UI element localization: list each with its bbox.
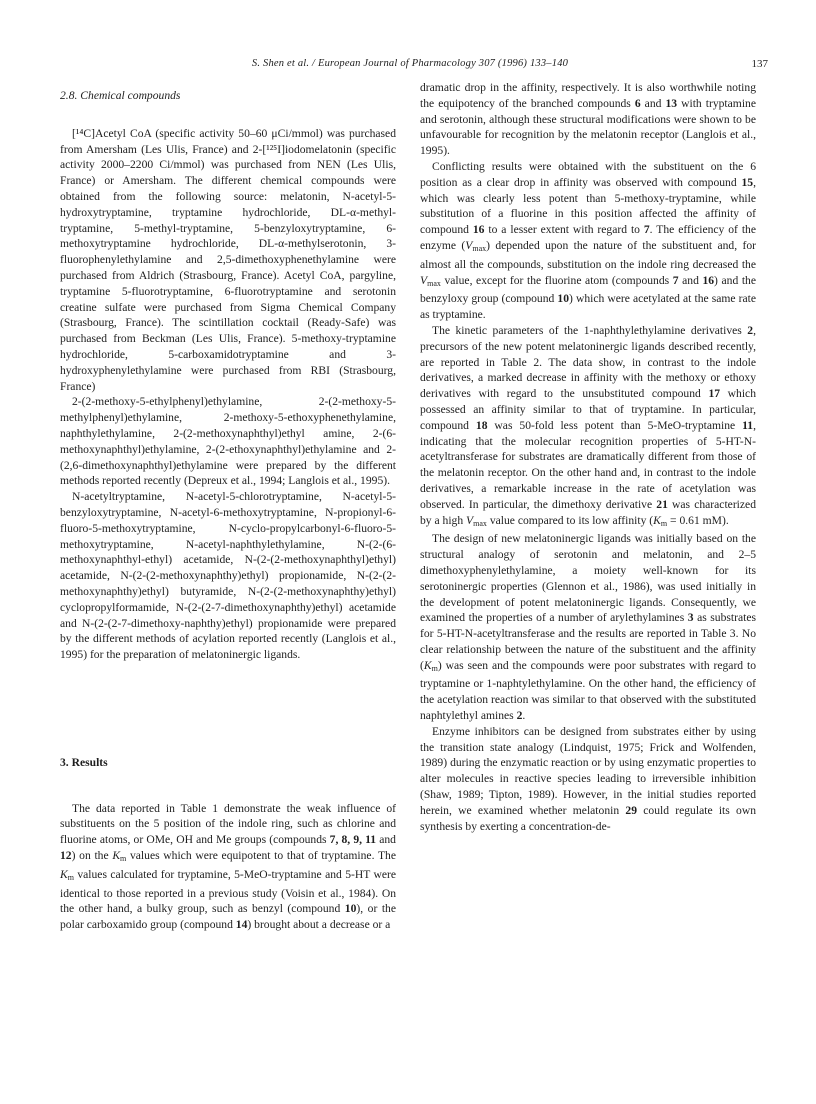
right-column (420, 80, 756, 834)
paragraph-enzyme-inhibitors: Enzyme inhibitors can be designed from substrates either by using the transition state analogy (Lindquist, 1975; Frick and Wolfenden, 1989) during the enzymatic reaction or by using enzymatic properties to alter molecules in reactive species leading to irreversible inhibition (Shaw, 1989; Tipton, 1989). However, in the initial studies reported herein, we examined whether melatonin 29 could regulate its own synthesis by exerting a concentration-de- (420, 724, 757, 833)
paragraph-acylated-compounds: N-acetyltryptamine, N-acetyl-5-chlorotryptamine, N-acetyl-5-benzyloxytryptamine, N-acetyl-6-methoxytryptamine, N-propionyl-6-fluoro-5-methoxytryptamine, N-cyclo-propylcarbonyl-6-fluoro-5-methoxytryptamine, N-acetyl-naphthylethylamine, N-(2-(6-methoxynaphthyl-ethyl) acetamide, N-(2-(2-methoxynaphthyl)ethyl) acetamide, N-(2-(2-methoxynaphthy)ethyl) propionamide, N-(2-(2-methoxynaphthy)ethyl) butyramide, N-(2-(2-methoxynaphthy)ethyl) cyclopropylformamide, N-(2-(2-7-dimethoxynaphthy)ethyl) acetamide and N-(2-(2-7-dimethoxy-naphthy)ethyl) propionamide were prepared by the different methods of acylation reported recently (Langlois et al., 1995) for the preparation of melatoninergic ligands. (60, 490, 396, 662)
running-head: S. Shen et al. / European Journal of Pharmacology 307 (1996) 133–140 (251, 58, 569, 69)
left-column (60, 88, 396, 933)
paragraph-phenylethylamines: 2-(2-methoxy-5-ethylphenyl)ethylamine, 2-(2-methoxy-5-methylphenyl)ethylamine, 2-methoxy-5-ethoxyphenethylamine, naphthylethylamine, 2-(2-methoxynaphthyl)ethyl amine, 2-(6-methoxynaphthyl)ethylamine, 2-(2-ethoxynaphthyl)ethylamine and 2-(2,6-dimethoxynaphthyl)ethylamine were prepared by the different methods reported recently (Depreux et al., 1994; Langlois et al., 1995). (60, 395, 396, 488)
paragraph-branched-compounds: dramatic drop in the affinity, respectively. It is also worthwhile noting the equipotency of the branched compounds 6 and 13 with tryptamine and serotonin, although these structural modifications were shown to be unfavourable for recognition by the melatonin receptor (Langlois et al., 1995). (420, 81, 756, 158)
paragraph-naphthylethylamine: The kinetic parameters of the 1-naphthylethylamine derivatives 2, precursors of the new potent melatoninergic ligands described recently, are reported in Table 2. The data show, in contrast to the indole derivatives, a marked decrease in affinity with the methoxy or ethoxy derivatives with regard to the unsubstituted compound 17 which possessed an affinity similar to that of tryptamine. In particular, compound 18 was 50-fold less potent than 5-MeO-tryptamine 11, indicating that the molecular recognition properties of 5-HT-N-acetyltransferase for substrates are dramatically different from those of the melatonin receptor. On the other hand and, in contrast to the indole derivatives, a remarkable increase in the rate of acetylation was observed. In particular, the dimethoxy derivative 21 was characterized by a high $V_{max}$ value compared to its low affinity ($K_m = 0.61$ mM). (420, 323, 756, 528)
paragraph-results-table1: The data reported in Table 1 demonstrate the weak influence of substituents on the 5 position of the indole ring, such as chlorine and fluorine atoms, or OMe, OH and Me groups (compounds 7, 8, 9, 11 and 12) on the $K_m$ values which were equipotent to that of tryptamine. The $K_m$ values calculated for tryptamine, 5-MeO-tryptamine and 5-HT were identical to those reported in a previous study (Voisin et al., 1984). On the other hand, a bulky group, such as benzyl (compound 10), or the polar carboxamido group (compound 14) brought about a decrease or a (60, 801, 396, 932)
paragraph-arylethylamines: The design of new melatoninergic ligands was initially based on the structural analogy of serotonin and melatonin, and 2–5 dimethoxyphenylethylamine, a moiety well-known for its serotoninergic properties (Glennon et al., 1986), was used initially in the development of potent melatoninergic ligands. Consequently, we examined the properties of a number of arylethylamines 3 as substrates for 5-HT-N-acetyltransferase and the results are reported in Table 3. No clear relationship between the nature of the substituent and the affinity $(K_m)$ was seen and the compounds were poor substrates with regard to tryptamine or 1-naphtylethylamine. On the other hand, the efficiency of the acetylation reaction was similar to that observed with the substituted naphtylethyl amines 2. (420, 532, 756, 723)
section-title-results: 3. Results (60, 755, 108, 769)
subsection-title: 2.8. Chemical compounds (60, 89, 181, 102)
paragraph-position-6: Conflicting results were obtained with the substituent on the 6 position as a clear drop in affinity was observed with compound 15, which was clearly less potent than 5-methoxy-tryptamine, while substitution of a fluorine in this position affected the affinity of compound 16 to a lesser extent with regard to 7. The efficiency of the enzyme $(V_{max})$ depended upon the nature of the substituent and, for almost all the compounds, substitution on the indole ring decreased the $V_{max}$ value, except for the fluorine atom (compounds 7 and 16) and the benzyloxy group (compound 10) which were acetylated at the same rate as tryptamine. (420, 159, 757, 322)
page-number: 137 (751, 58, 768, 70)
paragraph-chemicals-sources: [¹⁴C]Acetyl CoA (specific activity 50–60 μCi/mmol) was purchased from Amersham (Les Ulis, France) and 2-[¹²⁵I]iodomelatonin (specific activity 2000–2200 Ci/mmol) was purchased from NEN (Les Ulis, France) or Amersham. The different chemical compounds were obtained from the following source: melatonin, N-acetyl-5-hydroxytryptamine, tryptamine hydrochloride, DL-α-methyl-tryptamine, 5-methyl-tryptamine, 5-benzyloxytryptamine, 6-methoxytryptamine hydrochloride, DL-α-methylserotonin, 3-fluorophenylethylamine and 2,5-dimethoxyphenethylamine were purchased from Aldrich (Strasbourg, France). Acetyl CoA, pargyline, tryptamine 5-fluorotryptamine, 6-fluorotryptamine and serotonin creatine sulfate were purchased from Sigma Chemical Company (Strasbourg, France). The scintillation cocktail (Ready-Safe) was purchased from Beckman (Les Ulis, France). 5-methoxy-tryptamine hydrochloride, 5-carboxamidotryptamine and 3-hydroxyphenylethylamine were purchased from RBI (Strasbourg, France) (60, 126, 396, 393)
